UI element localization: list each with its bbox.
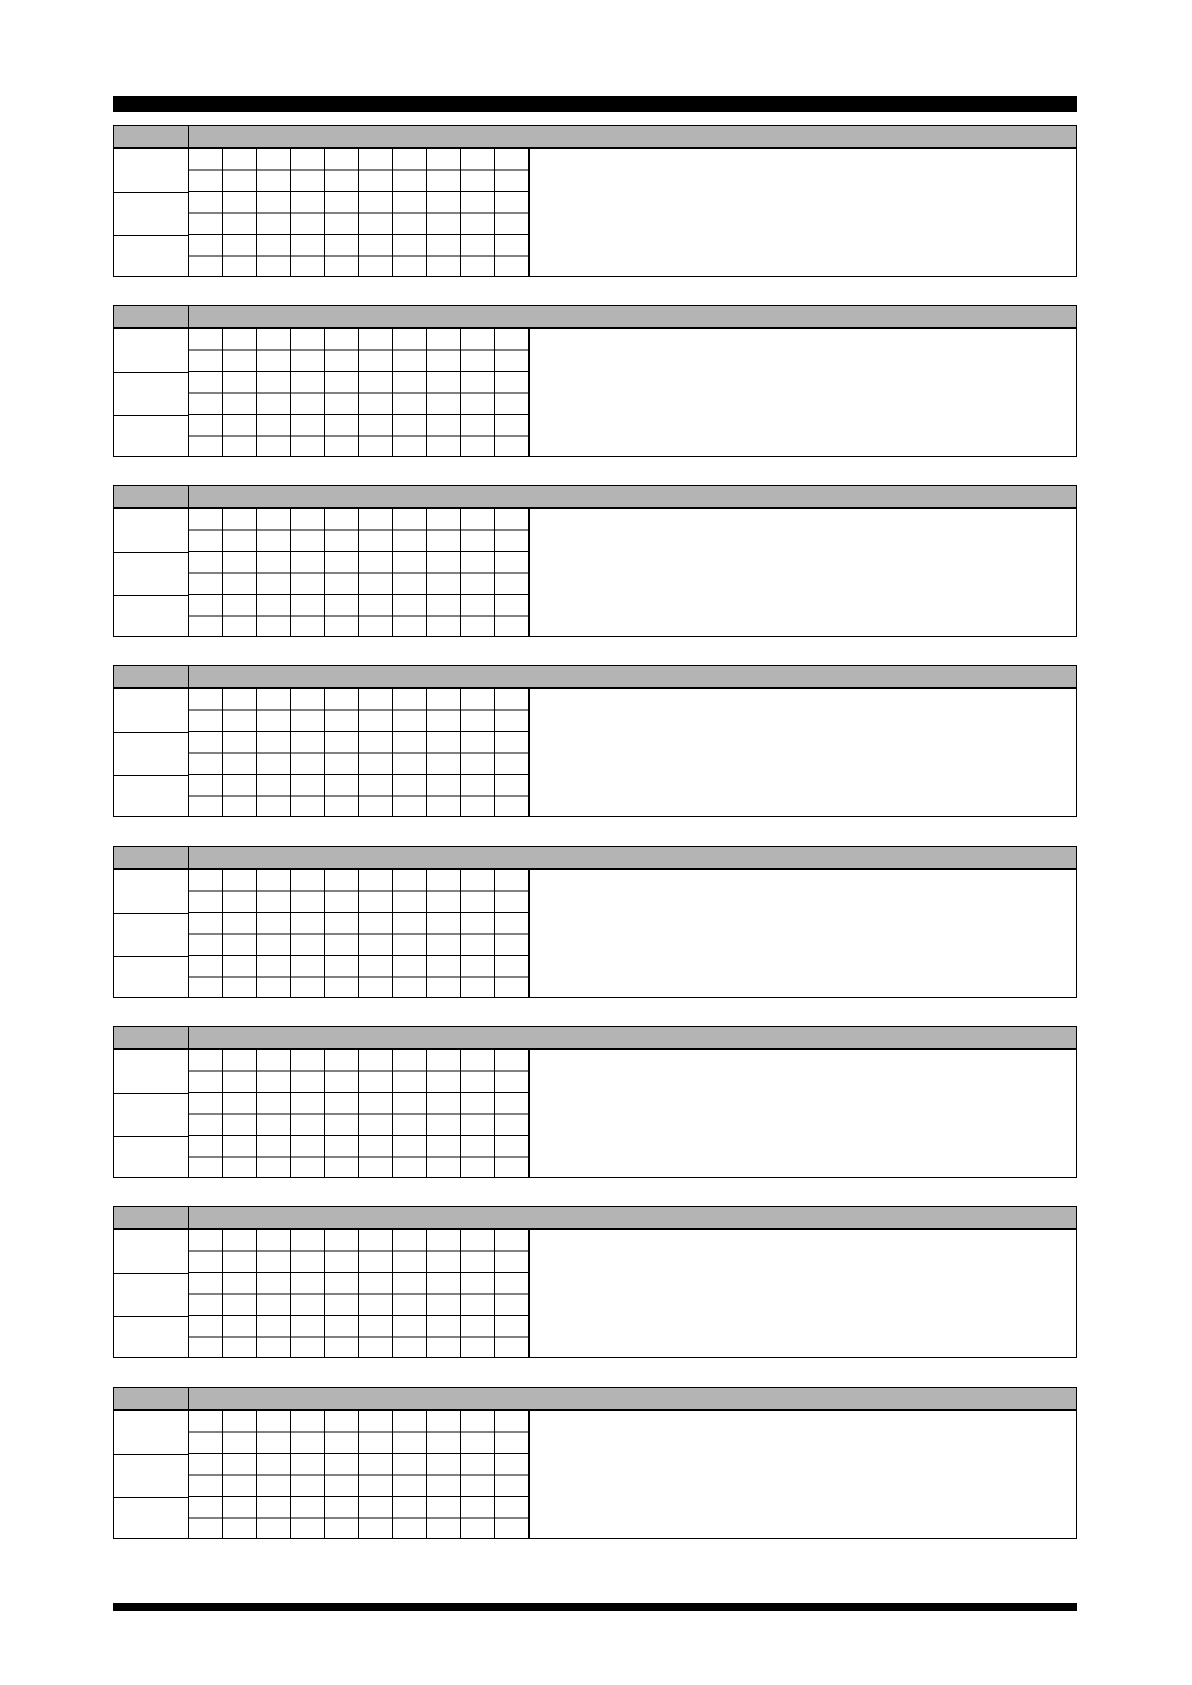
entry-grid[interactable] <box>189 1411 530 1538</box>
row-label-cell <box>114 235 188 277</box>
header-divider <box>188 666 189 687</box>
row-label-cell <box>114 1050 188 1093</box>
record-notes[interactable] <box>534 1415 1070 1533</box>
record-notes[interactable] <box>534 874 1070 992</box>
row-label-cell <box>114 509 188 552</box>
log-record <box>113 1206 1077 1358</box>
entry-grid[interactable] <box>189 329 530 456</box>
row-label-cell <box>114 956 188 998</box>
row-label-cell <box>114 192 188 236</box>
row-label-cell <box>114 372 188 416</box>
page-footer-bar <box>113 1603 1077 1611</box>
log-record <box>113 1387 1077 1539</box>
entry-grid[interactable] <box>189 149 530 276</box>
record-header <box>114 1207 1076 1230</box>
record-body <box>114 329 1076 456</box>
row-label-column <box>114 1411 189 1538</box>
record-header <box>114 1027 1076 1050</box>
record-notes[interactable] <box>534 333 1070 451</box>
row-label-cell <box>114 1497 188 1539</box>
row-label-column <box>114 509 189 636</box>
row-label-cell <box>114 1136 188 1178</box>
row-label-cell <box>114 870 188 913</box>
log-record <box>113 305 1077 457</box>
row-label-cell <box>114 149 188 192</box>
record-notes[interactable] <box>534 513 1070 631</box>
row-label-column <box>114 1230 189 1357</box>
record-notes[interactable] <box>534 693 1070 811</box>
row-label-cell <box>114 1454 188 1498</box>
page-header-bar <box>113 96 1077 112</box>
row-label-cell <box>114 1230 188 1273</box>
log-record <box>113 846 1077 998</box>
log-record <box>113 485 1077 637</box>
header-divider <box>188 847 189 868</box>
record-body <box>114 1411 1076 1538</box>
record-body <box>114 1050 1076 1177</box>
entry-grid[interactable] <box>189 509 530 636</box>
row-label-cell <box>114 732 188 776</box>
log-record <box>113 125 1077 277</box>
record-notes[interactable] <box>534 153 1070 271</box>
row-label-cell <box>114 913 188 957</box>
log-record <box>113 1026 1077 1178</box>
header-divider <box>188 1027 189 1048</box>
header-divider <box>188 486 189 507</box>
entry-grid[interactable] <box>189 1050 530 1177</box>
entry-grid[interactable] <box>189 870 530 997</box>
record-header <box>114 666 1076 689</box>
record-header <box>114 1388 1076 1411</box>
row-label-cell <box>114 1093 188 1137</box>
record-header <box>114 306 1076 329</box>
header-divider <box>188 1207 189 1228</box>
record-header <box>114 126 1076 149</box>
entry-grid[interactable] <box>189 689 530 816</box>
header-divider <box>188 126 189 147</box>
row-label-cell <box>114 415 188 457</box>
entry-grid[interactable] <box>189 1230 530 1357</box>
record-body <box>114 689 1076 816</box>
record-body <box>114 870 1076 997</box>
record-body <box>114 149 1076 276</box>
row-label-cell <box>114 689 188 732</box>
row-label-cell <box>114 775 188 817</box>
row-label-column <box>114 1050 189 1177</box>
row-label-cell <box>114 1273 188 1317</box>
row-label-column <box>114 870 189 997</box>
row-label-column <box>114 149 189 276</box>
record-header <box>114 486 1076 509</box>
record-notes[interactable] <box>534 1054 1070 1172</box>
header-divider <box>188 1388 189 1409</box>
row-label-cell <box>114 329 188 372</box>
record-body <box>114 509 1076 636</box>
row-label-cell <box>114 552 188 596</box>
row-label-column <box>114 689 189 816</box>
record-header <box>114 847 1076 870</box>
row-label-cell <box>114 595 188 637</box>
row-label-column <box>114 329 189 456</box>
row-label-cell <box>114 1316 188 1358</box>
record-body <box>114 1230 1076 1357</box>
header-divider <box>188 306 189 327</box>
row-label-cell <box>114 1411 188 1454</box>
log-record <box>113 665 1077 817</box>
record-notes[interactable] <box>534 1234 1070 1352</box>
